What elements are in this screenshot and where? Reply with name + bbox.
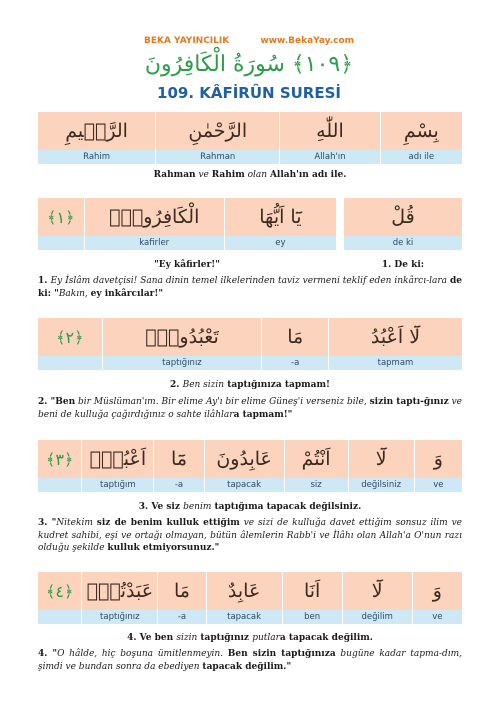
word-translation: ey: [225, 236, 336, 250]
verse-number-cell: [38, 198, 85, 250]
verse-number-cell: [38, 440, 82, 492]
website-link[interactable]: www.BekaYay.com: [260, 36, 355, 46]
word-translation: Rahim: [38, 150, 155, 164]
verse-grid-basmala: [38, 112, 462, 164]
word-translation: tapacak: [207, 610, 282, 624]
arabic-word: لَٓا: [349, 440, 414, 478]
word-translation: -a: [158, 610, 205, 624]
word-translation: değilim: [343, 610, 412, 624]
verse-grid-3: [38, 440, 462, 492]
word-cell: [344, 198, 462, 250]
word-translation: -a: [262, 356, 328, 370]
word-cell: [103, 318, 263, 370]
arabic-word: اَعْبُدُۚ: [82, 440, 153, 478]
arabic-word: الرَّحْمٰنِ: [156, 112, 279, 150]
arabic-word: عَبَدْتُمْۙ: [82, 572, 157, 610]
word-cell: [413, 572, 462, 624]
verse-3-commentary: 3. "Nitekim siz de benim kulluk ettiğim ve sizi de kulluğa davet ettiğim sonsuz ilim ve kudret sahibi, eşi ve ortağı olmayan, bütün âlemlerin Rabb'i ve İlâhı olan Allah'a O'nun razı olduğu şekilde kulluk etmiyorsunuz.": [38, 518, 462, 553]
word-translation: -a: [154, 478, 203, 492]
word-cell: [280, 112, 380, 164]
word-cell: [343, 572, 413, 624]
verse-number: ﴿٤﴾: [38, 572, 81, 610]
word-translation: tapacak: [205, 478, 284, 492]
verse-2-caption: 2. Ben sizin taptığınıza tapmam!: [170, 380, 330, 390]
verse-1-caption: "Ey kâfirler!": [154, 260, 220, 270]
word-cell: [38, 112, 156, 164]
word-cell: [82, 440, 154, 492]
arabic-word: تَعْبُدُونَۙ: [103, 318, 262, 356]
verse-grid-1-side: [344, 198, 462, 250]
verse-4-commentary: 4. "O hâlde, hiç boşuna ümitlenmeyin. Ben sizin taptığınıza bugüne kadar tapma-dım, şimdi ve bundan sonra da ebediyen tapacak değilim.": [38, 649, 463, 672]
arabic-word: الْكَافِرُونَۙ: [85, 198, 224, 236]
arabic-word: مَا: [262, 318, 328, 356]
surah-title: 109. KÂFİRÛN SURESİ: [157, 84, 341, 102]
word-translation: [38, 236, 84, 250]
word-translation: taptığınız: [103, 356, 262, 370]
verse-2-commentary: 2. "Ben bir Müslüman'ım. Bir elime Ay'ı bir elime Güneş'i verseniz bile, sizin taptı-ğınız ve beni de kulluğa çağırdığınız o sahte ilâhlara tapmam!": [38, 397, 462, 420]
word-translation: [38, 356, 102, 370]
arabic-word: مَا: [158, 572, 205, 610]
verse-number: ﴿٣﴾: [38, 440, 81, 478]
arabic-word: وَ: [413, 572, 462, 610]
arabic-word: قُلْ: [344, 198, 462, 236]
word-cell: [154, 440, 204, 492]
word-cell: [82, 572, 158, 624]
arabic-word: عَابِدٌ: [207, 572, 282, 610]
word-translation: değilsiniz: [349, 478, 414, 492]
verse-grid-4: [38, 572, 462, 624]
verse-number-cell: [38, 318, 103, 370]
page-header: [0, 36, 498, 46]
arabic-word: اَنْتُمْ: [285, 440, 348, 478]
verse-number: ﴿٢﴾: [38, 318, 102, 356]
verse-grid-2: [38, 318, 462, 370]
word-translation: de ki: [344, 236, 462, 250]
word-translation: ve: [413, 610, 462, 624]
word-translation: taptığınız: [82, 610, 157, 624]
word-translation: adı ile: [381, 150, 462, 164]
verse-1-side-caption: 1. De ki:: [381, 260, 425, 270]
word-cell: [415, 440, 462, 492]
verse-grid-1: [38, 198, 336, 250]
word-translation: siz: [285, 478, 348, 492]
arabic-word: عَابِدُونَ: [205, 440, 284, 478]
arabic-word: لَٓا: [343, 572, 412, 610]
basmala-caption: Rahman ve Rahim olan Allah'ın adı ile.: [153, 170, 347, 180]
arabic-word: اللّٰهِ: [280, 112, 379, 150]
arabic-word: مَٓا: [154, 440, 203, 478]
verse-3-caption: 3. Ve siz benim taptığıma tapacak değilsiniz.: [138, 502, 362, 512]
word-translation: Rahman: [156, 150, 279, 164]
word-cell: [207, 572, 283, 624]
verse-number: ﴿١﴾: [38, 198, 84, 236]
word-cell: [156, 112, 280, 164]
word-cell: [85, 198, 225, 250]
word-translation: ve: [415, 478, 462, 492]
word-translation: ben: [283, 610, 342, 624]
word-translation: [38, 478, 81, 492]
word-cell: [349, 440, 415, 492]
arabic-word: الرَّح۪يمِ: [38, 112, 155, 150]
verse-1-commentary: 1. Ey İslâm davetçisi! Sana dinin temel ilkelerinden taviz vermeni teklif eden inkârcı-lara de ki: "Bakın, ey inkârcılar!": [38, 276, 463, 299]
word-cell: [285, 440, 349, 492]
arabic-word: لَٓا اَعْبُدُ: [329, 318, 462, 356]
verse-number-cell: [38, 572, 82, 624]
word-translation: Allah'ın: [280, 150, 379, 164]
word-cell: [262, 318, 329, 370]
surah-arabic-title: ﴿١٠٩﴾ سُورَةُ الْكَافِرُونَ: [144, 52, 354, 77]
word-translation: taptığım: [82, 478, 153, 492]
arabic-word: بِسْمِ: [381, 112, 462, 150]
arabic-word: يَٓا اَيُّهَا: [225, 198, 336, 236]
publisher-name: BEKA YAYINCILIK: [143, 36, 230, 46]
word-cell: [158, 572, 206, 624]
word-translation: [38, 610, 81, 624]
word-translation: tapmam: [329, 356, 462, 370]
arabic-word: وَ: [415, 440, 462, 478]
word-cell: [283, 572, 343, 624]
word-translation: kafirler: [85, 236, 224, 250]
word-cell: [381, 112, 462, 164]
word-cell: [329, 318, 462, 370]
verse-4-caption: 4. Ve ben sizin taptığınız putlara tapacak değilim.: [127, 633, 373, 643]
word-cell: [205, 440, 285, 492]
arabic-word: اَنَا: [283, 572, 342, 610]
word-cell: [225, 198, 336, 250]
